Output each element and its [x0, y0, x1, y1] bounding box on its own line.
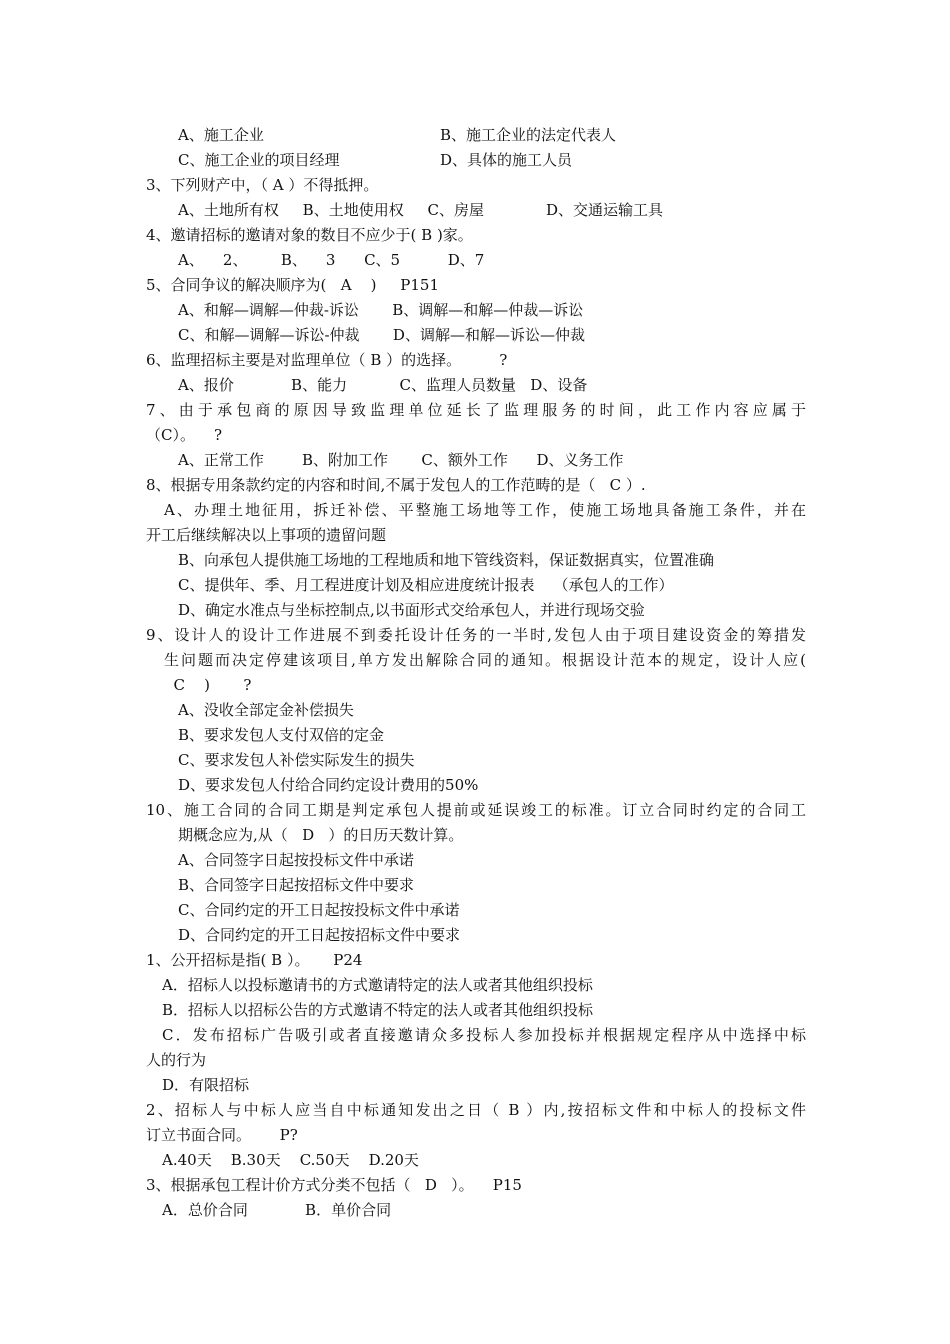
option-line: A、土地所有权 B、土地使用权 C、房屋 D、交通运输工具	[178, 201, 664, 219]
option-line: A．招标人以投标邀请书的方式邀请特定的法人或者其他组织投标	[162, 976, 593, 994]
question-line: 订立书面合同。 P?	[146, 1126, 298, 1144]
option-line: B．招标人以招标公告的方式邀请不特定的法人或者其他组织投标	[162, 1001, 594, 1019]
option-line: C、要求发包人补偿实际发生的损失	[178, 751, 415, 769]
question-line: C ) ?	[164, 676, 252, 694]
option-line: D、确定水准点与坐标控制点,以书面形式交给承包人，并进行现场交验	[178, 601, 645, 619]
question-line: 期概念应为,从（ D ）的日历天数计算。	[178, 826, 464, 844]
option-line: A、和解—调解—仲裁-诉讼 B、调解—和解—仲裁—诉讼	[178, 301, 584, 319]
option-line: A、 2、 B、 3 C、5 D、7	[178, 251, 485, 269]
question-line: 5、合同争议的解决顺序为( A ) P151	[146, 276, 440, 294]
question-line: （C）。 ?	[146, 426, 223, 444]
option-line: A、正常工作 B、附加工作 C、额外工作 D、义务工作	[178, 451, 624, 469]
question-line: 3、根据承包工程计价方式分类不包括（ D ）。 P15	[146, 1176, 522, 1194]
option-line: C、提供年、季、月工程进度计划及相应进度统计报表 （承包人的工作）	[178, 576, 674, 594]
option-line: B、要求发包人支付双倍的定金	[178, 726, 385, 744]
question-line: 4、邀请招标的邀请对象的数目不应少于( B )家。	[146, 226, 473, 244]
question-line: 9、设计人的设计工作进展不到委托设计任务的一半时,发包人由于项目建设资金的筹措发	[146, 626, 806, 644]
option-line: A、办理土地征用，拆迁补偿、平整施工场地等工作，使施工场地具备施工条件，并在	[164, 501, 806, 519]
option-line: B、施工企业的法定代表人	[440, 126, 617, 144]
option-line: D．有限招标	[162, 1076, 250, 1094]
question-line: 2、招标人与中标人应当自中标通知发出之日（ B ）内,按招标文件和中标人的投标文件	[146, 1101, 806, 1119]
option-line: A.40天 B.30天 C.50天 D.20天	[162, 1151, 419, 1169]
option-line: C、施工企业的项目经理	[178, 151, 340, 169]
question-line: 生问题而决定停建该项目,单方发出解除合同的通知。根据设计范本的规定，设计人应(	[164, 651, 806, 669]
option-line: A．总价合同 B．单价合同	[162, 1201, 392, 1219]
question-line: 7、由于承包商的原因导致监理单位延长了监理服务的时间，此工作内容应属于	[146, 401, 806, 419]
option-line: A、施工企业	[178, 126, 264, 144]
question-line: 8、根据专用条款约定的内容和时间,不属于发包人的工作范畴的是（ C ）.	[146, 476, 646, 494]
option-line: C、和解—调解—诉讼-仲裁 D、调解—和解—诉讼—仲裁	[178, 326, 585, 344]
question-line: 3、下列财产中，（ A ）不得抵押。	[146, 176, 379, 194]
option-line: A、没收全部定金补偿损失	[178, 701, 354, 719]
option-line: 开工后继续解决以上事项的遗留问题	[146, 526, 387, 544]
option-line: B、合同签字日起按招标文件中要求	[178, 876, 415, 894]
option-line: A、报价 B、能力 C、监理人员数量 D、设备	[178, 376, 588, 394]
option-line: D、要求发包人付给合同约定设计费用的50%	[178, 776, 479, 794]
option-line: B、向承包人提供施工场地的工程地质和地下管线资料，保证数据真实，位置准确	[178, 551, 715, 569]
question-line: 10、施工合同的合同工期是判定承包人提前或延误竣工的标准。订立合同时约定的合同工	[146, 801, 806, 819]
option-line: D、具体的施工人员	[440, 151, 573, 169]
option-line: C．发布招标广告吸引或者直接邀请众多投标人参加投标并根据规定程序从中选择中标	[162, 1026, 806, 1044]
option-line: D、合同约定的开工日起按招标文件中要求	[178, 926, 461, 944]
question-line: 6、监理招标主要是对监理单位（ B ）的选择。 ?	[146, 351, 508, 369]
option-line: A、合同签字日起按投标文件中承诺	[178, 851, 414, 869]
option-line: C、合同约定的开工日起按投标文件中承诺	[178, 901, 460, 919]
option-line: 人的行为	[146, 1051, 207, 1069]
question-line: 1、公开招标是指( B ）。 P24	[146, 951, 363, 969]
